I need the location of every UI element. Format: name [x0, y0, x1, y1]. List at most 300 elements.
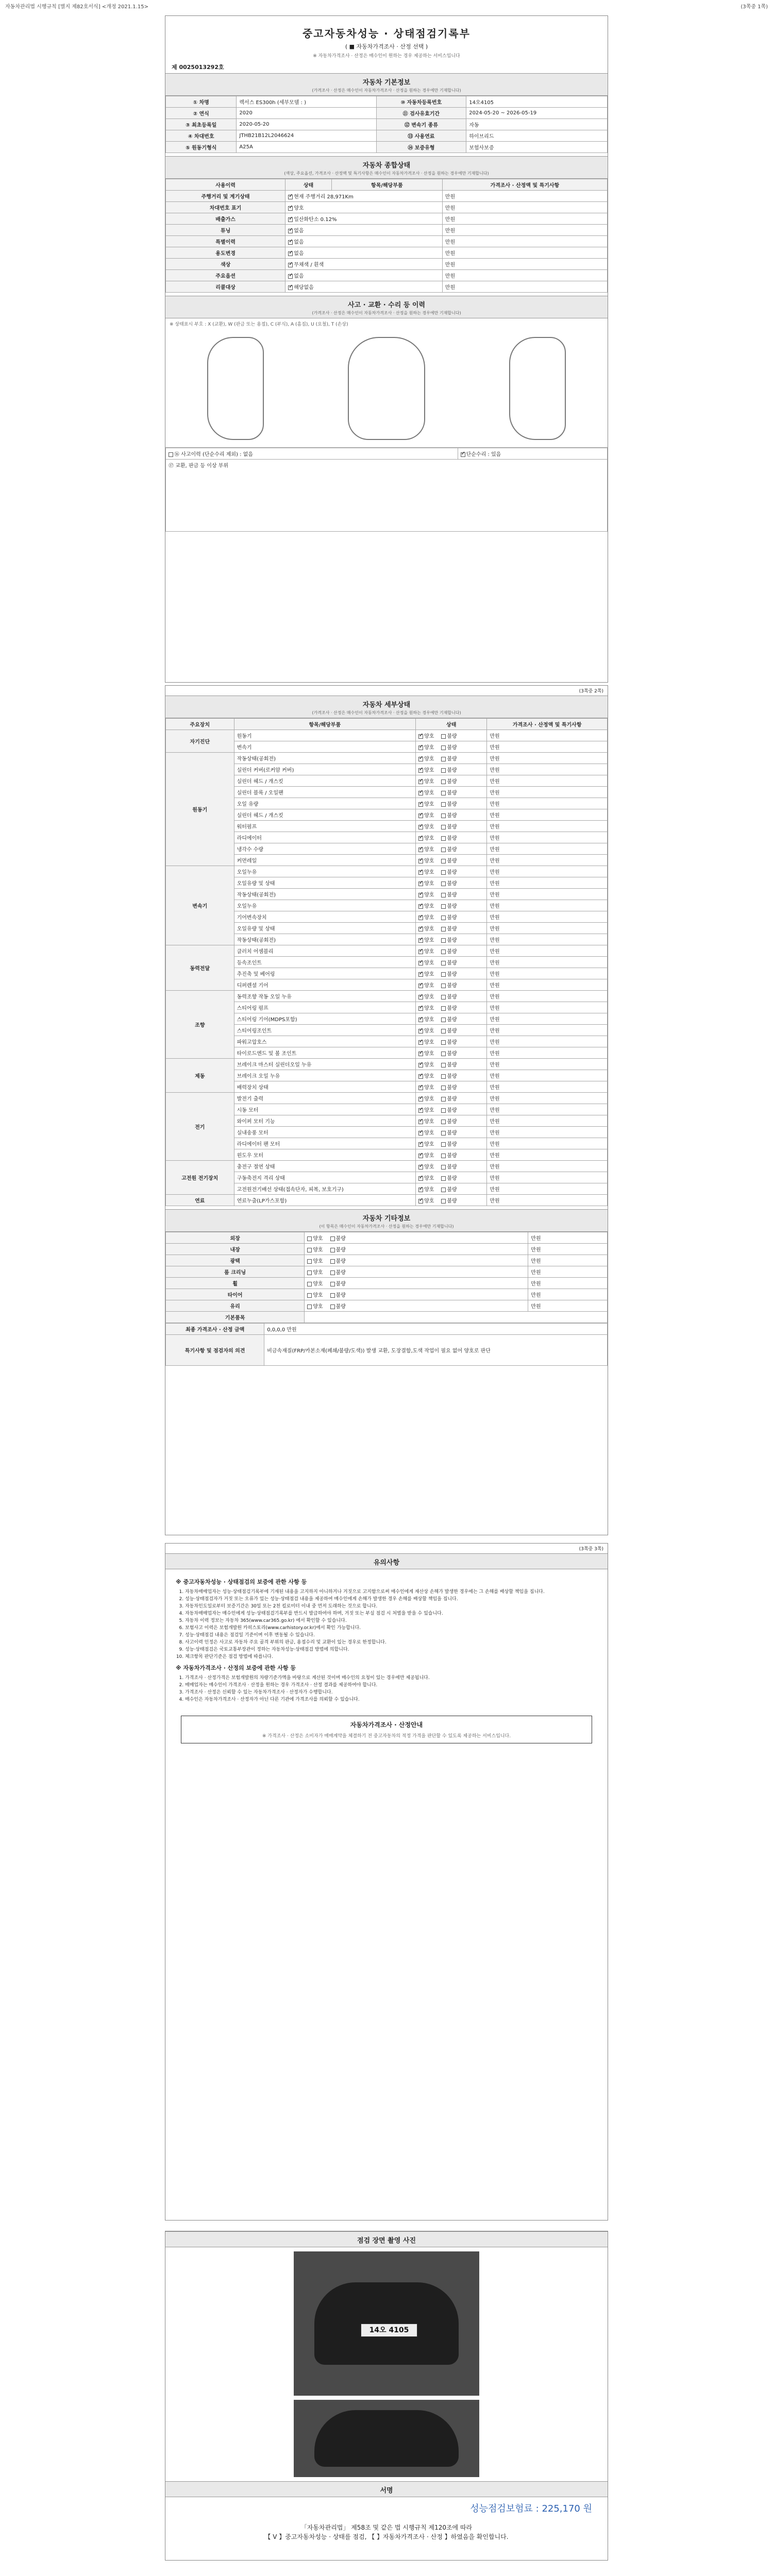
- basic-row: [166, 130, 608, 142]
- status-price: 만원: [442, 191, 607, 202]
- detail-state: [416, 866, 487, 877]
- status-item: 주요옵션: [166, 270, 285, 281]
- detail-price: 만원: [487, 923, 608, 934]
- signature-label: 서명: [380, 2487, 393, 2495]
- detail-price: 만원: [487, 753, 608, 764]
- other-price: 만원: [528, 1255, 608, 1266]
- detail-price: 만원: [487, 730, 608, 741]
- status-table: [165, 179, 608, 293]
- state-bad: 불량: [447, 1017, 457, 1023]
- status-row: [166, 191, 608, 202]
- check-bad: [441, 779, 446, 784]
- basic-label-2: ⑪ 검사유효기간: [376, 108, 466, 119]
- status-price: 만원: [442, 202, 607, 213]
- notice-item: 3. 자동차인도일로부터 보증기간은 30일 또는 2천 킬로미터 이내 중 먼저 도래하는 것으로 합니다.: [185, 1603, 597, 1610]
- status-price: 만원: [442, 270, 607, 281]
- state-bad: 불량: [447, 892, 457, 898]
- state-bad: 불량: [447, 1051, 457, 1057]
- state-ok: 양호: [424, 802, 434, 807]
- check-ok: [307, 1236, 312, 1241]
- notice-item: 5. 자동차 이력 정보는 자동차 365(www.car365.go.kr) 에서 확인할 수 있습니다.: [185, 1617, 597, 1624]
- check-bad: [441, 791, 446, 795]
- state-bad: 불량: [335, 1259, 346, 1264]
- detail-state: [416, 1149, 487, 1161]
- detail-item: 변속기: [234, 741, 415, 753]
- document-subtitle: ( ■ 자동차가격조사 · 산정 선택 ): [345, 43, 428, 50]
- total-label: 최종 가격조사 · 산정 금액: [166, 1324, 264, 1335]
- check-bad: [441, 814, 446, 818]
- notice-item: 1. 가격조사 · 산정가격은 보험개발원의 차량기준가액을 바탕으로 계산된 것이며 매수인의 요청이 있는 경우에만 제공됩니다.: [185, 1674, 597, 1682]
- other-note: (이 항목은 매수인이 자동차가격조사 · 산정을 원하는 경우에만 기재합니다): [319, 1224, 454, 1229]
- detail-price: 만원: [487, 1036, 608, 1047]
- check-bad: [441, 1074, 446, 1079]
- page-4: [165, 2231, 608, 2561]
- check-ok: [418, 1063, 423, 1067]
- detail-state: [416, 1115, 487, 1127]
- check-bad: [441, 927, 446, 931]
- detail-group: 동력전달: [166, 945, 234, 991]
- detail-price: 만원: [487, 1070, 608, 1081]
- document-title: 중고자동차성능 · 상태점검기록부: [302, 27, 470, 40]
- check-mark: [288, 240, 293, 245]
- status-value: [285, 259, 443, 270]
- state-bad: 불량: [447, 1062, 457, 1068]
- check-bad: [441, 870, 446, 875]
- status-value-text: 없음: [294, 228, 304, 234]
- detail-item: 실린더 블록 / 오일팬: [234, 787, 415, 798]
- check-ok: [418, 768, 423, 773]
- detail-price: 만원: [487, 979, 608, 991]
- other-row: [166, 1244, 608, 1255]
- check-ok: [418, 1142, 423, 1147]
- page-1: [165, 15, 608, 683]
- detail-item: 파워고압호스: [234, 1036, 415, 1047]
- other-price: 만원: [528, 1278, 608, 1289]
- basic-row: [166, 142, 608, 153]
- basic-value-2: 하이브리드: [466, 130, 608, 142]
- detail-price: 만원: [487, 1161, 608, 1172]
- check-ok: [418, 802, 423, 807]
- status-item: 특별이력: [166, 236, 285, 247]
- total-value: 0,0,0,0 만원: [264, 1324, 608, 1335]
- detail-item: 스티어링조인트: [234, 1025, 415, 1036]
- detail-item: 작동상태(공회전): [234, 753, 415, 764]
- detail-item: 디퍼렌셜 기어: [234, 979, 415, 991]
- basic-value: 2020: [237, 108, 376, 119]
- basic-label-2: ⑭ 보증유형: [376, 142, 466, 153]
- check-bad: [441, 802, 446, 807]
- state-bad: 불량: [447, 881, 457, 887]
- other-row: [166, 1278, 608, 1289]
- check-ok: [418, 848, 423, 852]
- state-bad: 불량: [447, 1142, 457, 1147]
- detail-price: 만원: [487, 1013, 608, 1025]
- status-value-text: 양호: [294, 206, 304, 211]
- notice-item: 8. 사고이력 인정은 사고로 자동차 주요 골격 부위의 판금, 용접수리 및 교환이 있는 경우로 한정합니다.: [185, 1639, 597, 1646]
- page-3-number: (3쪽중 3쪽): [579, 1547, 603, 1552]
- detail-price: 만원: [487, 832, 608, 843]
- detail-col-header: 가격조사 · 산정액 및 특기사항: [487, 719, 608, 730]
- detail-price: 만원: [487, 1115, 608, 1127]
- check-mark: [288, 251, 293, 256]
- notice-item: 9. 성능·상태점검은 국토교통부장관이 정하는 자동차성능·상태점검 방법에 의합니다.: [185, 1646, 597, 1653]
- state-bad: 불량: [447, 1198, 457, 1204]
- basic-value-2: 2024-05-20 ~ 2026-05-19: [466, 108, 608, 119]
- check-bad: [330, 1259, 335, 1264]
- status-value-text: 없음: [294, 274, 304, 279]
- state-bad: 불량: [447, 768, 457, 773]
- state-ok: 양호: [424, 847, 434, 853]
- check-bad: [441, 1165, 446, 1170]
- state-ok: 양호: [424, 870, 434, 875]
- detail-state: [416, 764, 487, 775]
- status-price: 만원: [442, 281, 607, 293]
- status-item: 튜닝: [166, 225, 285, 236]
- check-bad: [330, 1270, 335, 1275]
- check-bad: [441, 1063, 446, 1067]
- state-ok: 양호: [313, 1236, 323, 1242]
- check-bad: [441, 1176, 446, 1181]
- check-ok: [418, 1097, 423, 1101]
- detail-item: 작동상태(공회전): [234, 934, 415, 945]
- detail-row: [166, 753, 608, 764]
- state-bad: 불량: [447, 1176, 457, 1181]
- basic-value: 렉서스 ES300h (세부모델 : ): [237, 96, 376, 108]
- other-state: [305, 1255, 528, 1266]
- status-col-header: 사용이력: [166, 179, 285, 191]
- detail-item: 라디에이터: [234, 832, 415, 843]
- check-mark: [288, 285, 293, 290]
- special-label: 특기사항 및 점검자의 의견: [166, 1335, 264, 1366]
- state-ok: 양호: [424, 1062, 434, 1068]
- price-guide-box: [181, 1716, 592, 1743]
- state-bad: 불량: [447, 1096, 457, 1102]
- detail-row: [166, 991, 608, 1002]
- inspection-photo-rear: [294, 2400, 479, 2477]
- detail-item: 클러치 어셈블리: [234, 945, 415, 957]
- certification-text: 「자동차관리법」 제58조 및 같은 법 시행규칙 제120조에 따라 【 V 】중고자동차성능 · 상태를 점검, 【 】자동차가격조사 · 산정 】하였음을 확인합니다.: [264, 2524, 509, 2540]
- state-ok: 양호: [424, 972, 434, 977]
- status-value: [285, 225, 443, 236]
- check-mark: [288, 217, 293, 222]
- check-ok: [418, 779, 423, 784]
- detail-state: [416, 889, 487, 900]
- state-ok: 양호: [424, 1142, 434, 1147]
- check-ok: [418, 836, 423, 841]
- state-ok: 양호: [424, 1198, 434, 1204]
- status-value: [285, 270, 443, 281]
- check-bad: [441, 950, 446, 954]
- check-ok: [418, 1040, 423, 1045]
- detail-item: 시동 모터: [234, 1104, 415, 1115]
- total-table: [165, 1323, 608, 1366]
- status-item: 배출가스: [166, 213, 285, 225]
- basic-label: ⑤ 원동기형식: [166, 142, 237, 153]
- other-item: 외장: [166, 1232, 305, 1244]
- check-ok: [418, 1074, 423, 1079]
- status-col-header: 항목/해당부품: [331, 179, 442, 191]
- state-ok: 양호: [424, 790, 434, 796]
- state-ok: 양호: [424, 1153, 434, 1159]
- detail-item: 와이퍼 모터 기능: [234, 1115, 415, 1127]
- state-bad: 불량: [447, 1074, 457, 1079]
- state-ok: 양호: [424, 813, 434, 819]
- check-bad: [441, 1018, 446, 1022]
- basic-value-2: 자동: [466, 119, 608, 130]
- status-row: [166, 281, 608, 293]
- detail-item: 등속조인트: [234, 957, 415, 968]
- detail-group: 조향: [166, 991, 234, 1059]
- status-item: 용도변경: [166, 247, 285, 259]
- detail-state: [416, 1047, 487, 1059]
- detail-state: [416, 1172, 487, 1183]
- status-row: [166, 202, 608, 213]
- check-bad: [441, 859, 446, 863]
- notice-item: 10. 체크항목 판단기준은 점검 방법에 따릅니다.: [185, 1653, 597, 1660]
- accident-table: [165, 448, 608, 532]
- detail-item: 실린더 헤드 / 개스킷: [234, 809, 415, 821]
- detail-row: [166, 866, 608, 877]
- detail-note: (가격조사 · 산정은 매수인이 자동차가격조사 · 산정을 원하는 경우에만 기재합니다): [312, 710, 461, 715]
- status-row: [166, 270, 608, 281]
- state-ok: 양호: [424, 1108, 434, 1113]
- check-ok: [418, 1086, 423, 1090]
- basic-label: ① 차명: [166, 96, 237, 108]
- check-bad: [441, 836, 446, 841]
- state-bad: 불량: [447, 1028, 457, 1034]
- status-col-header: 가격조사 · 산정액 및 특기사항: [442, 179, 607, 191]
- state-bad: 불량: [447, 790, 457, 796]
- status-value-text: 해당없음: [294, 285, 314, 291]
- detail-item: 오일누유: [234, 900, 415, 911]
- detail-state: [416, 1081, 487, 1093]
- state-ok: 양호: [424, 779, 434, 785]
- state-ok: 양호: [424, 1051, 434, 1057]
- detail-row: [166, 945, 608, 957]
- status-value-text: 현재 주행거리 28,971Km: [294, 194, 354, 200]
- check-mark: [288, 195, 293, 199]
- state-bad: 불량: [447, 949, 457, 955]
- status-price: 만원: [442, 225, 607, 236]
- check-ok: [418, 1052, 423, 1056]
- detail-row: [166, 1161, 608, 1172]
- detail-state: [416, 911, 487, 923]
- other-price: 만원: [528, 1232, 608, 1244]
- state-ok: 양호: [424, 904, 434, 909]
- status-item: 차대번호 표기: [166, 202, 285, 213]
- detail-item: 고전원전기배선 상태(접속단자, 피복, 보호기구): [234, 1183, 415, 1195]
- check-ok: [418, 870, 423, 875]
- page-3: [165, 1543, 608, 2221]
- state-bad: 불량: [447, 994, 457, 1000]
- check-bad: [441, 904, 446, 909]
- detail-state: [416, 1127, 487, 1138]
- check-ok: [418, 825, 423, 829]
- page-2-number: (3쪽중 2쪽): [579, 689, 603, 694]
- status-value: [285, 281, 443, 293]
- other-price: 만원: [528, 1300, 608, 1312]
- check-bad: [441, 1052, 446, 1056]
- detail-price: 만원: [487, 1195, 608, 1206]
- other-row: [166, 1266, 608, 1278]
- detail-price: 만원: [487, 855, 608, 866]
- check-ok: [307, 1293, 312, 1298]
- status-value: [285, 213, 443, 225]
- notice-title: 유의사항: [373, 1559, 400, 1567]
- state-bad: 불량: [447, 870, 457, 875]
- other-row: [166, 1255, 608, 1266]
- state-bad: 불량: [447, 1187, 457, 1193]
- other-row: [166, 1232, 608, 1244]
- detail-state: [416, 832, 487, 843]
- check-ok: [418, 893, 423, 897]
- state-ok: 양호: [424, 881, 434, 887]
- check-bad: [441, 1188, 446, 1192]
- state-bad: 불량: [335, 1304, 346, 1310]
- check-ok: [418, 995, 423, 999]
- state-bad: 불량: [447, 1164, 457, 1170]
- detail-group: 자기진단: [166, 730, 234, 753]
- other-item: 유리: [166, 1300, 305, 1312]
- form-header-right: (3쪽중 1쪽): [741, 4, 768, 10]
- state-bad: 불량: [447, 1119, 457, 1125]
- state-ok: 양호: [424, 745, 434, 751]
- other-item: 휠: [166, 1278, 305, 1289]
- detail-item: 충전구 절연 상태: [234, 1161, 415, 1172]
- state-bad: 불량: [447, 960, 457, 966]
- notice-item: 7. 성능·상태점검 내용은 점검일 기준이며 이후 변동될 수 있습니다.: [185, 1632, 597, 1639]
- other-row: [166, 1312, 608, 1323]
- other-row: [166, 1289, 608, 1300]
- detail-group: 원동기: [166, 753, 234, 866]
- state-ok: 양호: [424, 858, 434, 864]
- car-right-side-diagram: [509, 337, 566, 440]
- detail-group: 연료: [166, 1195, 234, 1206]
- detail-row: [166, 1093, 608, 1104]
- state-ok: 양호: [424, 938, 434, 943]
- check-bad: [441, 893, 446, 897]
- license-plate-1: 14오 4105: [361, 2324, 417, 2337]
- detail-table: [165, 718, 608, 1206]
- notice-subtitle-1: ※ 중고자동차성능 · 상태점검의 보증에 관한 사항 등: [176, 1579, 307, 1585]
- detail-state: [416, 1036, 487, 1047]
- check-bad: [330, 1293, 335, 1298]
- detail-title: 자동차 세부상태: [362, 701, 411, 709]
- detail-item: 타이로드엔드 및 볼 조인트: [234, 1047, 415, 1059]
- state-bad: 불량: [335, 1281, 346, 1287]
- detail-row: [166, 730, 608, 741]
- price-guide-text: ※ 가격조사 · 산정은 소비자가 매매계약을 체결하기 전 중고자동차의 적정 가격을 판단할 수 있도록 제공하는 서비스입니다.: [262, 1734, 511, 1739]
- check-ok: [307, 1270, 312, 1275]
- vehicle-diagram: [165, 329, 608, 448]
- detail-price: 만원: [487, 991, 608, 1002]
- document-note: ※ 자동차가격조사 · 산정은 매수인이 원하는 경우 제공하는 서비스입니다: [313, 54, 460, 59]
- detail-price: 만원: [487, 775, 608, 787]
- detail-price: 만원: [487, 764, 608, 775]
- detail-item: 스티어링 펌프: [234, 1002, 415, 1013]
- other-state: [305, 1266, 528, 1278]
- check-bad: [441, 1029, 446, 1033]
- state-bad: 불량: [447, 802, 457, 807]
- state-bad: 불량: [447, 1085, 457, 1091]
- detail-state: [416, 991, 487, 1002]
- state-ok: 양호: [424, 926, 434, 932]
- check-ok: [418, 1108, 423, 1113]
- basic-label: ③ 최초등록일: [166, 119, 237, 130]
- status-price: 만원: [442, 236, 607, 247]
- signature-header: [165, 2481, 608, 2497]
- detail-state: [416, 945, 487, 957]
- detail-state: [416, 809, 487, 821]
- other-state: [305, 1244, 528, 1255]
- detail-row: [166, 1059, 608, 1070]
- check-bad: [330, 1236, 335, 1241]
- check-bad: [441, 825, 446, 829]
- check-ok: [307, 1259, 312, 1264]
- state-ok: 양호: [424, 768, 434, 773]
- status-item: 리콜대상: [166, 281, 285, 293]
- detail-item: 구동축전지 격리 상태: [234, 1172, 415, 1183]
- check-mark: [288, 274, 293, 279]
- detail-state: [416, 1002, 487, 1013]
- state-bad: 불량: [447, 972, 457, 977]
- basic-row: [166, 108, 608, 119]
- check-ok: [418, 1006, 423, 1011]
- check-bad: [441, 916, 446, 920]
- detail-price: 만원: [487, 877, 608, 889]
- form-header: [0, 0, 773, 11]
- form-header-left: 자동차관리법 시행규칙 [별지 제82호서식] <개정 2021.1.15>: [5, 4, 148, 10]
- detail-state: [416, 877, 487, 889]
- detail-price: 만원: [487, 798, 608, 809]
- other-price: 만원: [528, 1244, 608, 1255]
- state-bad: 불량: [447, 734, 457, 739]
- detail-price: 만원: [487, 1138, 608, 1149]
- status-header: [165, 156, 608, 179]
- status-item: 색상: [166, 259, 285, 270]
- detail-item: 워터펌프: [234, 821, 415, 832]
- detail-state: [416, 730, 487, 741]
- check-ok: [418, 814, 423, 818]
- other-title: 자동차 기타정보: [362, 1215, 411, 1223]
- other-price: 만원: [528, 1289, 608, 1300]
- status-value: [285, 202, 443, 213]
- check-bad: [441, 848, 446, 852]
- status-value: [285, 236, 443, 247]
- status-value: [285, 191, 443, 202]
- check-ok: [418, 984, 423, 988]
- check-bad: [441, 1006, 446, 1011]
- notice-item: 3. 가격조사 · 산정은 신뢰할 수 있는 자동차가격조사 · 산정자가 수행합니다.: [185, 1689, 597, 1696]
- accident-note: (가격조사 · 산정은 매수인이 자동차가격조사 · 산정을 원하는 경우에만 기재합니다): [312, 311, 461, 315]
- detail-price: 만원: [487, 1183, 608, 1195]
- other-row: [166, 1300, 608, 1312]
- state-ok: 양호: [424, 1085, 434, 1091]
- detail-state: [416, 787, 487, 798]
- detail-item: 커먼레일: [234, 855, 415, 866]
- state-ok: 양호: [424, 1074, 434, 1079]
- check-ok: [307, 1304, 312, 1309]
- state-bad: 불량: [447, 904, 457, 909]
- basic-label: ② 연식: [166, 108, 237, 119]
- detail-row: [166, 1195, 608, 1206]
- state-ok: 양호: [424, 994, 434, 1000]
- status-value-text: 없음: [294, 251, 304, 257]
- status-price: 만원: [442, 259, 607, 270]
- state-bad: 불량: [447, 847, 457, 853]
- check-ok: [418, 882, 423, 886]
- detail-price: 만원: [487, 934, 608, 945]
